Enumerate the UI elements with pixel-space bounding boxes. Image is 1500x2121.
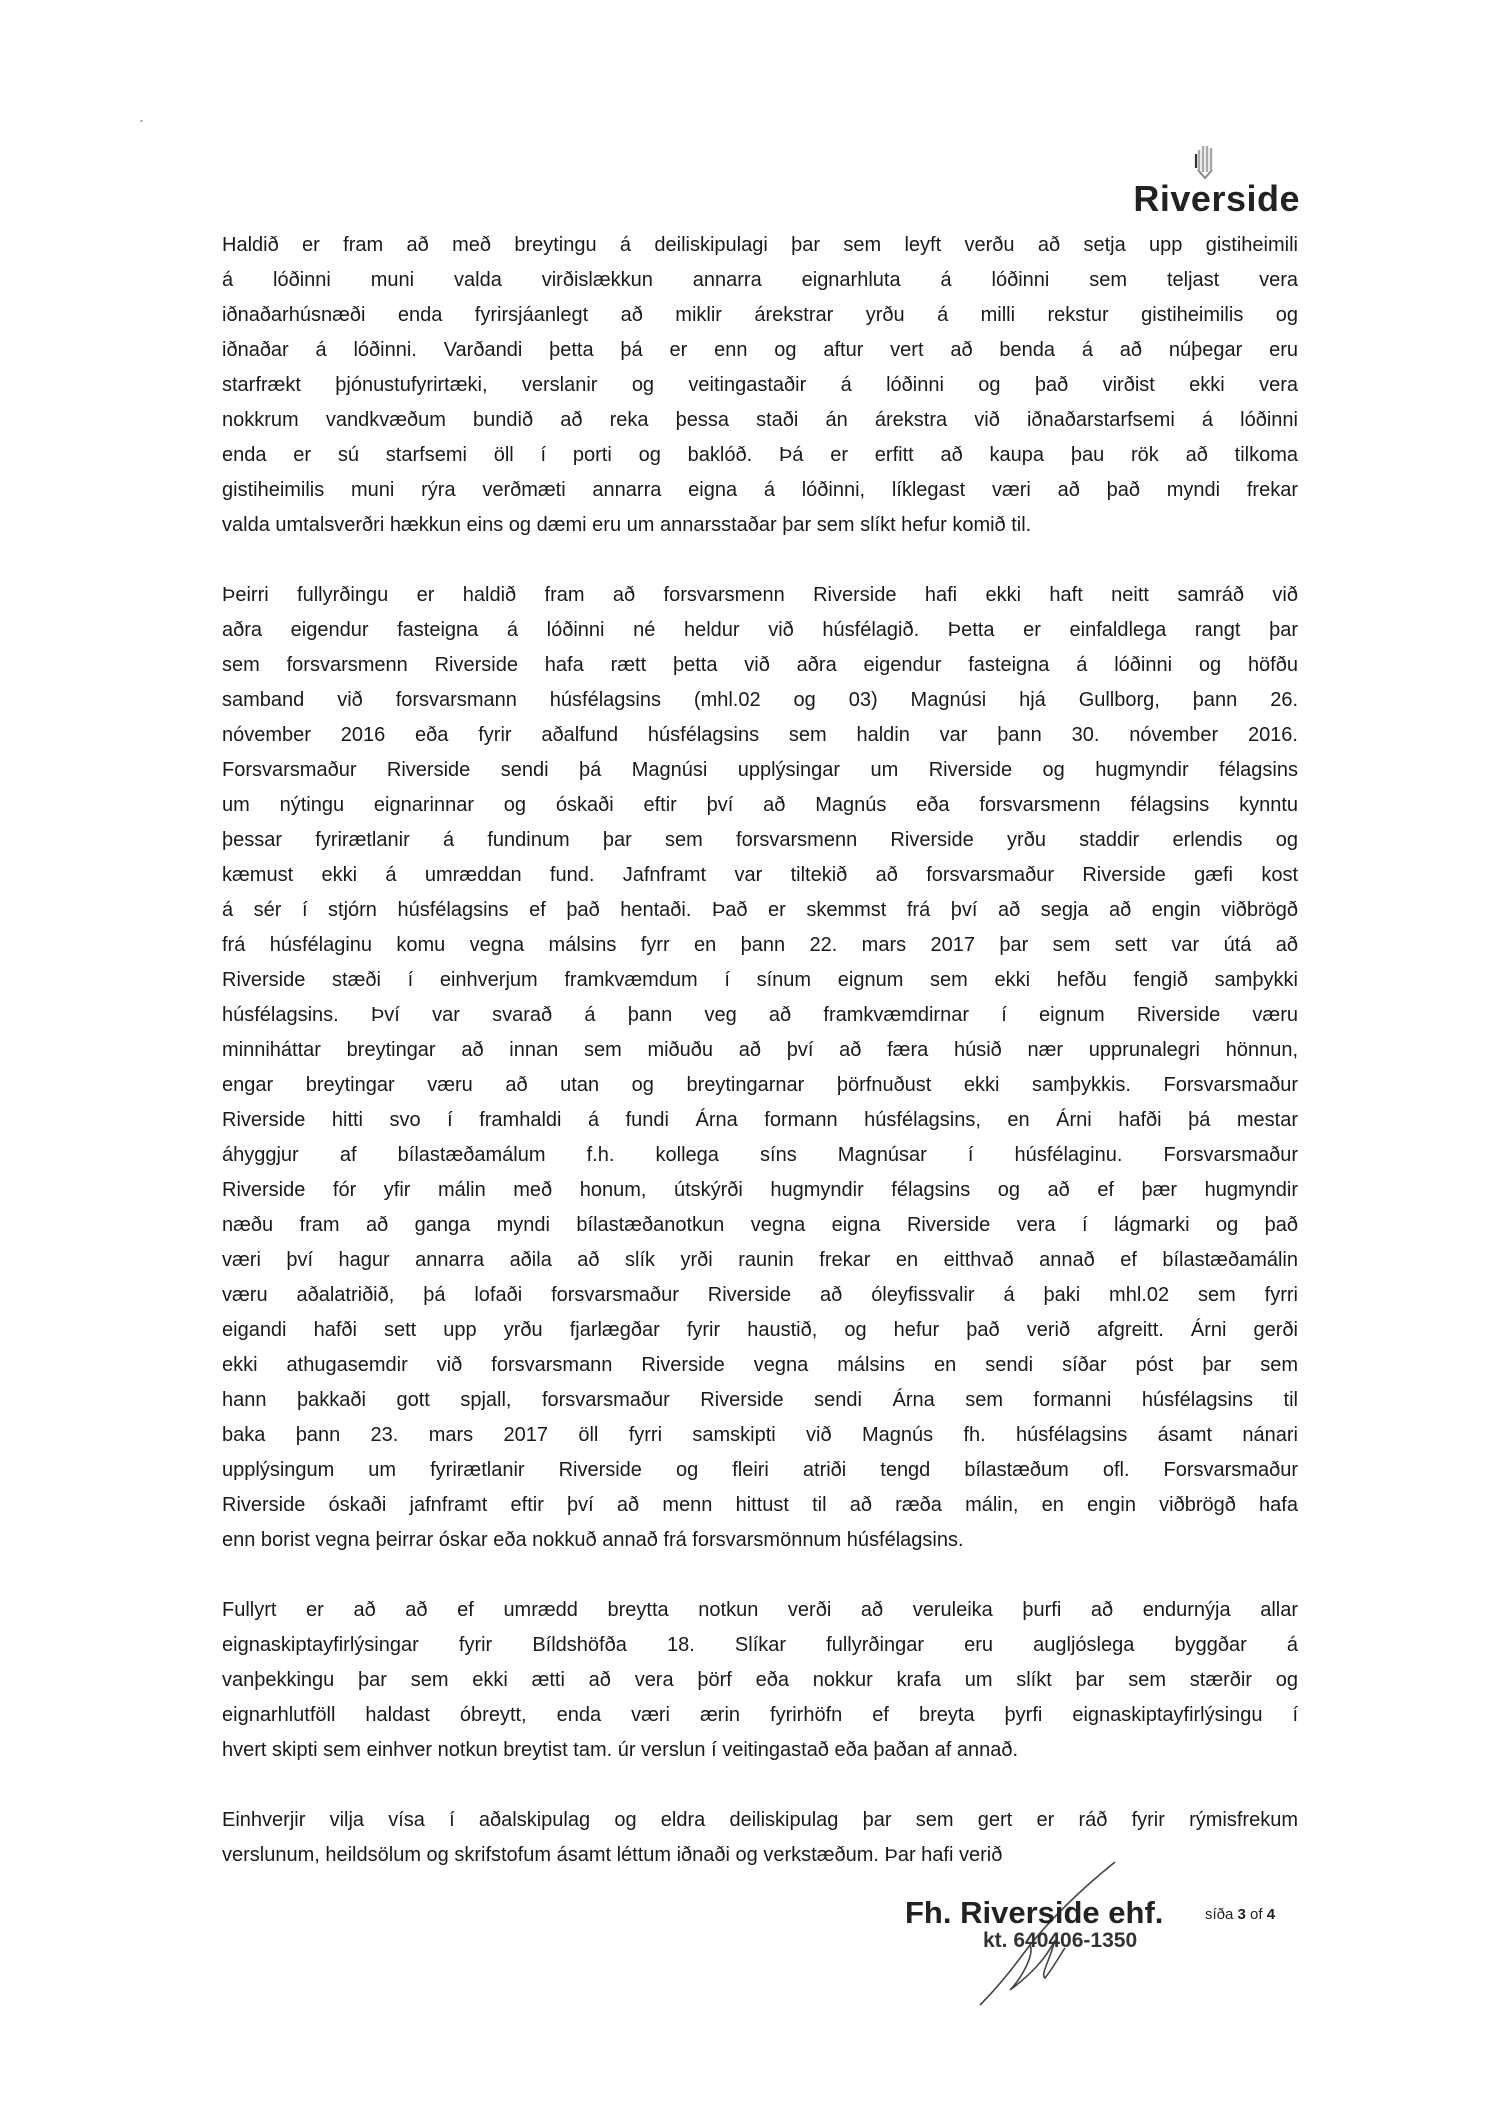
signature-block — [905, 1895, 1195, 1953]
text-line: samband við forsvarsmann húsfélagsins (mhl.02 og 03) Magnúsi hjá Gullborg, þann 26. — [222, 689, 1298, 711]
text-line: Forsvarsmaður Riverside sendi þá Magnúsi upplýsingar um Riverside og hugmyndir félagsins — [222, 759, 1298, 781]
text-line: Riverside fór yfir málin með honum, útskýrði hugmyndir félagsins og að ef þær hugmyndir — [222, 1179, 1298, 1201]
text-line: hvert skipti sem einhver notkun breytist tam. úr verslun í veitingastað eða þaðan af annað. — [222, 1739, 1018, 1761]
text-line: væri því hagur annarra aðila að slík yrði raunin frekar en eitthvað annað ef bílastæðamálin — [222, 1249, 1298, 1271]
text-line: Þeirri fullyrðingu er haldið fram að forsvarsmenn Riverside hafi ekki haft neitt samráð við — [222, 584, 1298, 606]
text-line: starfrækt þjónustufyrirtæki, verslanir og veitingastaðir á lóðinni og það virðist ekki vera — [222, 374, 1298, 396]
text-line: frá húsfélaginu komu vegna málsins fyrr en þann 22. mars 2017 þar sem sett var útá að — [222, 934, 1298, 956]
text-line: Fullyrt er að að ef umrædd breytta notkun verði að veruleika þurfi að endurnýja allar — [222, 1599, 1298, 1621]
paragraph — [222, 1593, 1298, 1768]
text-line: engar breytingar væru að utan og breytingarnar þörfnuðust ekki samþykkis. Forsvarsmaður — [222, 1074, 1298, 1096]
text-line: valda umtalsverðri hækkun eins og dæmi eru um annarsstaðar þar sem slíkt hefur komið til. — [222, 514, 1032, 536]
text-line: verslunum, heildsölum og skrifstofum ásamt léttum iðnaði og verkstæðum. Þar hafi verið — [222, 1844, 1003, 1866]
paragraph — [222, 578, 1298, 1558]
text-line: gistiheimilis muni rýra verðmæti annarra eigna á lóðinni, líklegast væri að það myndi frekar — [222, 479, 1298, 501]
page-of: of — [1250, 1906, 1263, 1923]
company-id: kt. 640406-1350 — [983, 1929, 1138, 1952]
text-line: um nýtingu eignarinnar og óskaði eftir því að Magnús eða forsvarsmenn félagsins kynntu — [222, 794, 1298, 816]
text-line: næðu fram að ganga myndi bílastæðanotkun vegna eigna Riverside vera í lágmarki og það — [222, 1214, 1298, 1236]
text-line: minniháttar breytingar að innan sem miðuðu að því að færa húsið nær upprunalegri hönnun, — [222, 1039, 1298, 1061]
text-line: aðra eigendur fasteigna á lóðinni né heldur við húsfélagið. Þetta er einfaldlega rangt þar — [222, 619, 1298, 641]
text-line: væru aðalatriðið, þá lofaði forsvarsmaður Riverside að óleyfissvalir á þaki mhl.02 sem fyrri — [222, 1284, 1298, 1306]
text-line: Riverside óskaði jafnframt eftir því að menn hittust til að ræða málin, en engin viðbrögð hafa — [222, 1494, 1298, 1516]
text-line: Einhverjir vilja vísa í aðalskipulag og eldra deiliskipulag þar sem gert er ráð fyrir rýmisfrekum — [222, 1809, 1298, 1831]
text-line: nóvember 2016 eða fyrir aðalfund húsfélagsins sem haldin var þann 30. nóvember 2016. — [222, 724, 1298, 746]
text-line: eignarhlutföll haldast óbreytt, enda væri ærin fyrirhöfn ef breyta þyrfi eignaskiptayfirlýsingu í — [222, 1704, 1298, 1726]
riverside-logo — [1110, 140, 1300, 220]
company-name: Fh. Riverside ehf. — [905, 1895, 1164, 1930]
text-line: húsfélagsins. Því var svarað á þann veg að framkvæmdirnar í eignum Riverside væru — [222, 1004, 1298, 1026]
text-line: á sér í stjórn húsfélagsins ef það hentaði. Það er skemmst frá því að segja að engin viðbrögð — [222, 899, 1298, 921]
text-line: eigandi hafði sett upp yrðu fjarlægðar fyrir haustið, og hefur það verið afgreitt. Árni gerði — [222, 1319, 1298, 1341]
text-line: iðnaðar á lóðinni. Varðandi þetta þá er enn og aftur vert að benda á að núþegar eru — [222, 339, 1298, 361]
text-line: upplýsingum um fyrirætlanir Riverside og fleiri atriði tengd bílastæðum ofl. Forsvarsmaður — [222, 1459, 1298, 1481]
logo-text: Riverside — [1133, 178, 1300, 219]
text-line: Riverside hitti svo í framhaldi á fundi Árna formann húsfélagsins, en Árni hafði þá mestar — [222, 1109, 1298, 1131]
page-current: 3 — [1237, 1906, 1246, 1923]
scan-speck — [140, 120, 143, 122]
text-line: sem forsvarsmenn Riverside hafa rætt þetta við aðra eigendur fasteigna á lóðinni og höfðu — [222, 654, 1298, 676]
page-prefix: síða — [1205, 1906, 1234, 1923]
page-total: 4 — [1266, 1906, 1276, 1923]
text-line: kæmust ekki á umræddan fund. Jafnframt var tiltekið að forsvarsmaður Riverside gæfi kost — [222, 864, 1298, 886]
text-line: Riverside stæði í einhverjum framkvæmdum í sínum eignum sem ekki hefðu fengið samþykki — [222, 969, 1298, 991]
text-line: þessar fyrirætlanir á fundinum þar sem forsvarsmenn Riverside yrðu staddir erlendis og — [222, 829, 1298, 851]
text-line: áhyggjur af bílastæðamálum f.h. kollega síns Magnúsar í húsfélaginu. Forsvarsmaður — [222, 1144, 1298, 1166]
text-line: eignaskiptayfirlýsingar fyrir Bíldshöfða 18. Slíkar fullyrðingar eru augljóslega byggðar á — [222, 1634, 1298, 1656]
building-arrow-icon — [1190, 140, 1220, 182]
text-line: ekki athugasemdir við forsvarsmann Riverside vegna málsins en sendi síðar póst þar sem — [222, 1354, 1298, 1376]
page-number — [1205, 1906, 1275, 1923]
text-line: nokkrum vandkvæðum bundið að reka þessa staði án árekstra við iðnaðarstarfsemi á lóðinni — [222, 409, 1298, 431]
text-line: vanþekkingu þar sem ekki ætti að vera þörf eða nokkur krafa um slíkt þar sem stærðir og — [222, 1669, 1298, 1691]
text-line: Haldið er fram að með breytingu á deiliskipulagi þar sem leyft verðu að setja upp gistiheimili — [222, 234, 1298, 256]
paragraph — [222, 1803, 1298, 1873]
text-line: á lóðinni muni valda virðislækkun annarra eignarhluta á lóðinni sem teljast vera — [222, 269, 1298, 291]
text-line: iðnaðarhúsnæði enda fyrirsjáanlegt að miklir árekstrar yrðu á milli rekstur gistiheimilis og — [222, 304, 1298, 326]
text-line: enda er sú starfsemi öll í porti og baklóð. Þá er erfitt að kaupa þau rök að tilkoma — [222, 444, 1298, 466]
letter-body — [222, 228, 1298, 1908]
text-line: enn borist vegna þeirrar óskar eða nokkuð annað frá forsvarsmönnum húsfélagsins. — [222, 1529, 964, 1551]
text-line: baka þann 23. mars 2017 öll fyrri samskipti við Magnús fh. húsfélagsins ásamt nánari — [222, 1424, 1298, 1446]
text-line: hann þakkaði gott spjall, forsvarsmaður Riverside sendi Árna sem formanni húsfélagsins til — [222, 1389, 1298, 1411]
paragraph — [222, 228, 1298, 543]
